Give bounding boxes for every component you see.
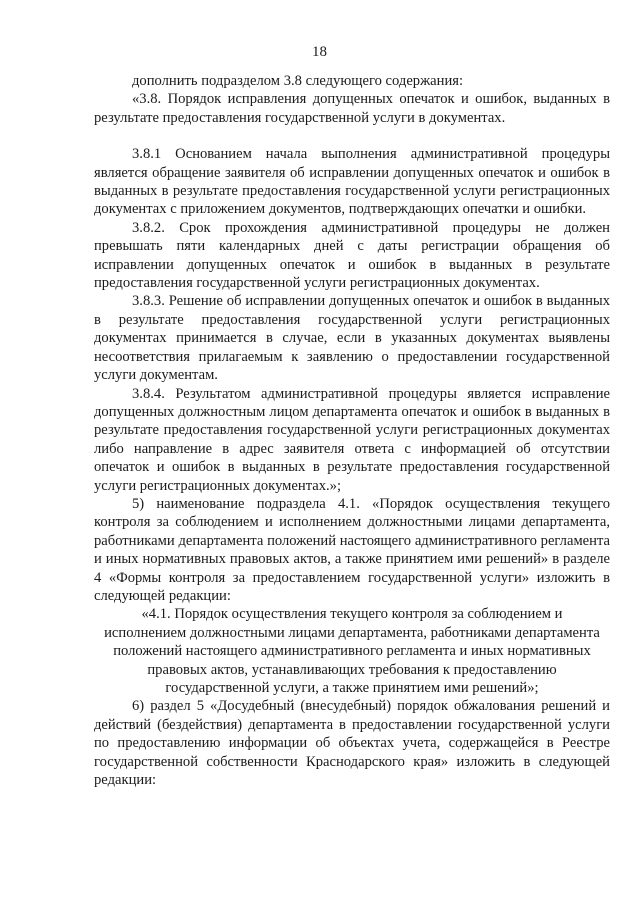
paragraph-3-8-4: 3.8.4. Результатом административной процедуры является исправление допущенных должностным лицом департамента опечаток и ошибок в выданных в результате предоставления государственной услуги регистрационных документах либо направление в адрес заявителя ответа с информацией об отсутствии опечаток и ошибок в выданных в результате предоставления государственной услуги регистрационных документах.»; xyxy=(94,385,610,494)
paragraph-item-5: 5) наименование подраздела 4.1. «Порядок осуществления текущего контроля за соблюдением и исполнением должностными лицами департамента, работниками департамента положений настоящего административного регламента и иных нормативных правовых актов, а также принятием ими решений» в разделе 4 «Формы контроля за предоставлением государственной услуги» изложить в следующей редакции: xyxy=(94,495,610,604)
section-3-8-heading: «3.8. Порядок исправления допущенных опечаток и ошибок, выданных в результате предоставления государственной услуги в документах. xyxy=(94,91,610,126)
paragraph-3-8-3: 3.8.3. Решение об исправлении допущенных опечаток и ошибок в выданных в результате предоставления государственной услуги регистрационных документах принимается в случае, если в указанных документах выявлены несоответствия прилагаемым к заявлению о предоставлении государственной услуги документам. xyxy=(94,293,610,384)
paragraph-item-6: 6) раздел 5 «Досудебный (внесудебный) порядок обжалования решений и действий (бездействия) департамента в предоставлении государственной услуги по предоставлению информации об объектах учета, содержащейся в Реестре государственной собственности Краснодарского края» изложить в следующей редакции: xyxy=(94,698,610,789)
paragraph-3-8-1: 3.8.1 Основанием начала выполнения административной процедуры является обращение заявителя об исправлении допущенных опечаток и ошибок в выданных в результате предоставления государственной услуги регистрационных документах с приложением документов, подтверждающих опечатки и ошибки. xyxy=(94,146,610,218)
intro-paragraph: дополнить подразделом 3.8 следующего содержания: xyxy=(132,73,464,89)
quoted-heading-4-1: «4.1. Порядок осуществления текущего контроля за соблюдением и исполнением должностными лицами департамента, работниками департамента положений настоящего административного регламента и иных нормативных правовых актов, устанавливающих требования к предоставлению государственной услуги, а также принятием ими решений»; xyxy=(104,606,600,696)
paragraph-3-8-2: 3.8.2. Срок прохождения административной процедуры не должен превышать пяти календарных дней с даты регистрации обращения об исправлении допущенных опечаток и ошибок в выданных в результате предоставления государственной услуги регистрационных документах. xyxy=(94,219,610,292)
page-number: 18 xyxy=(312,44,327,60)
document-body xyxy=(94,72,610,789)
